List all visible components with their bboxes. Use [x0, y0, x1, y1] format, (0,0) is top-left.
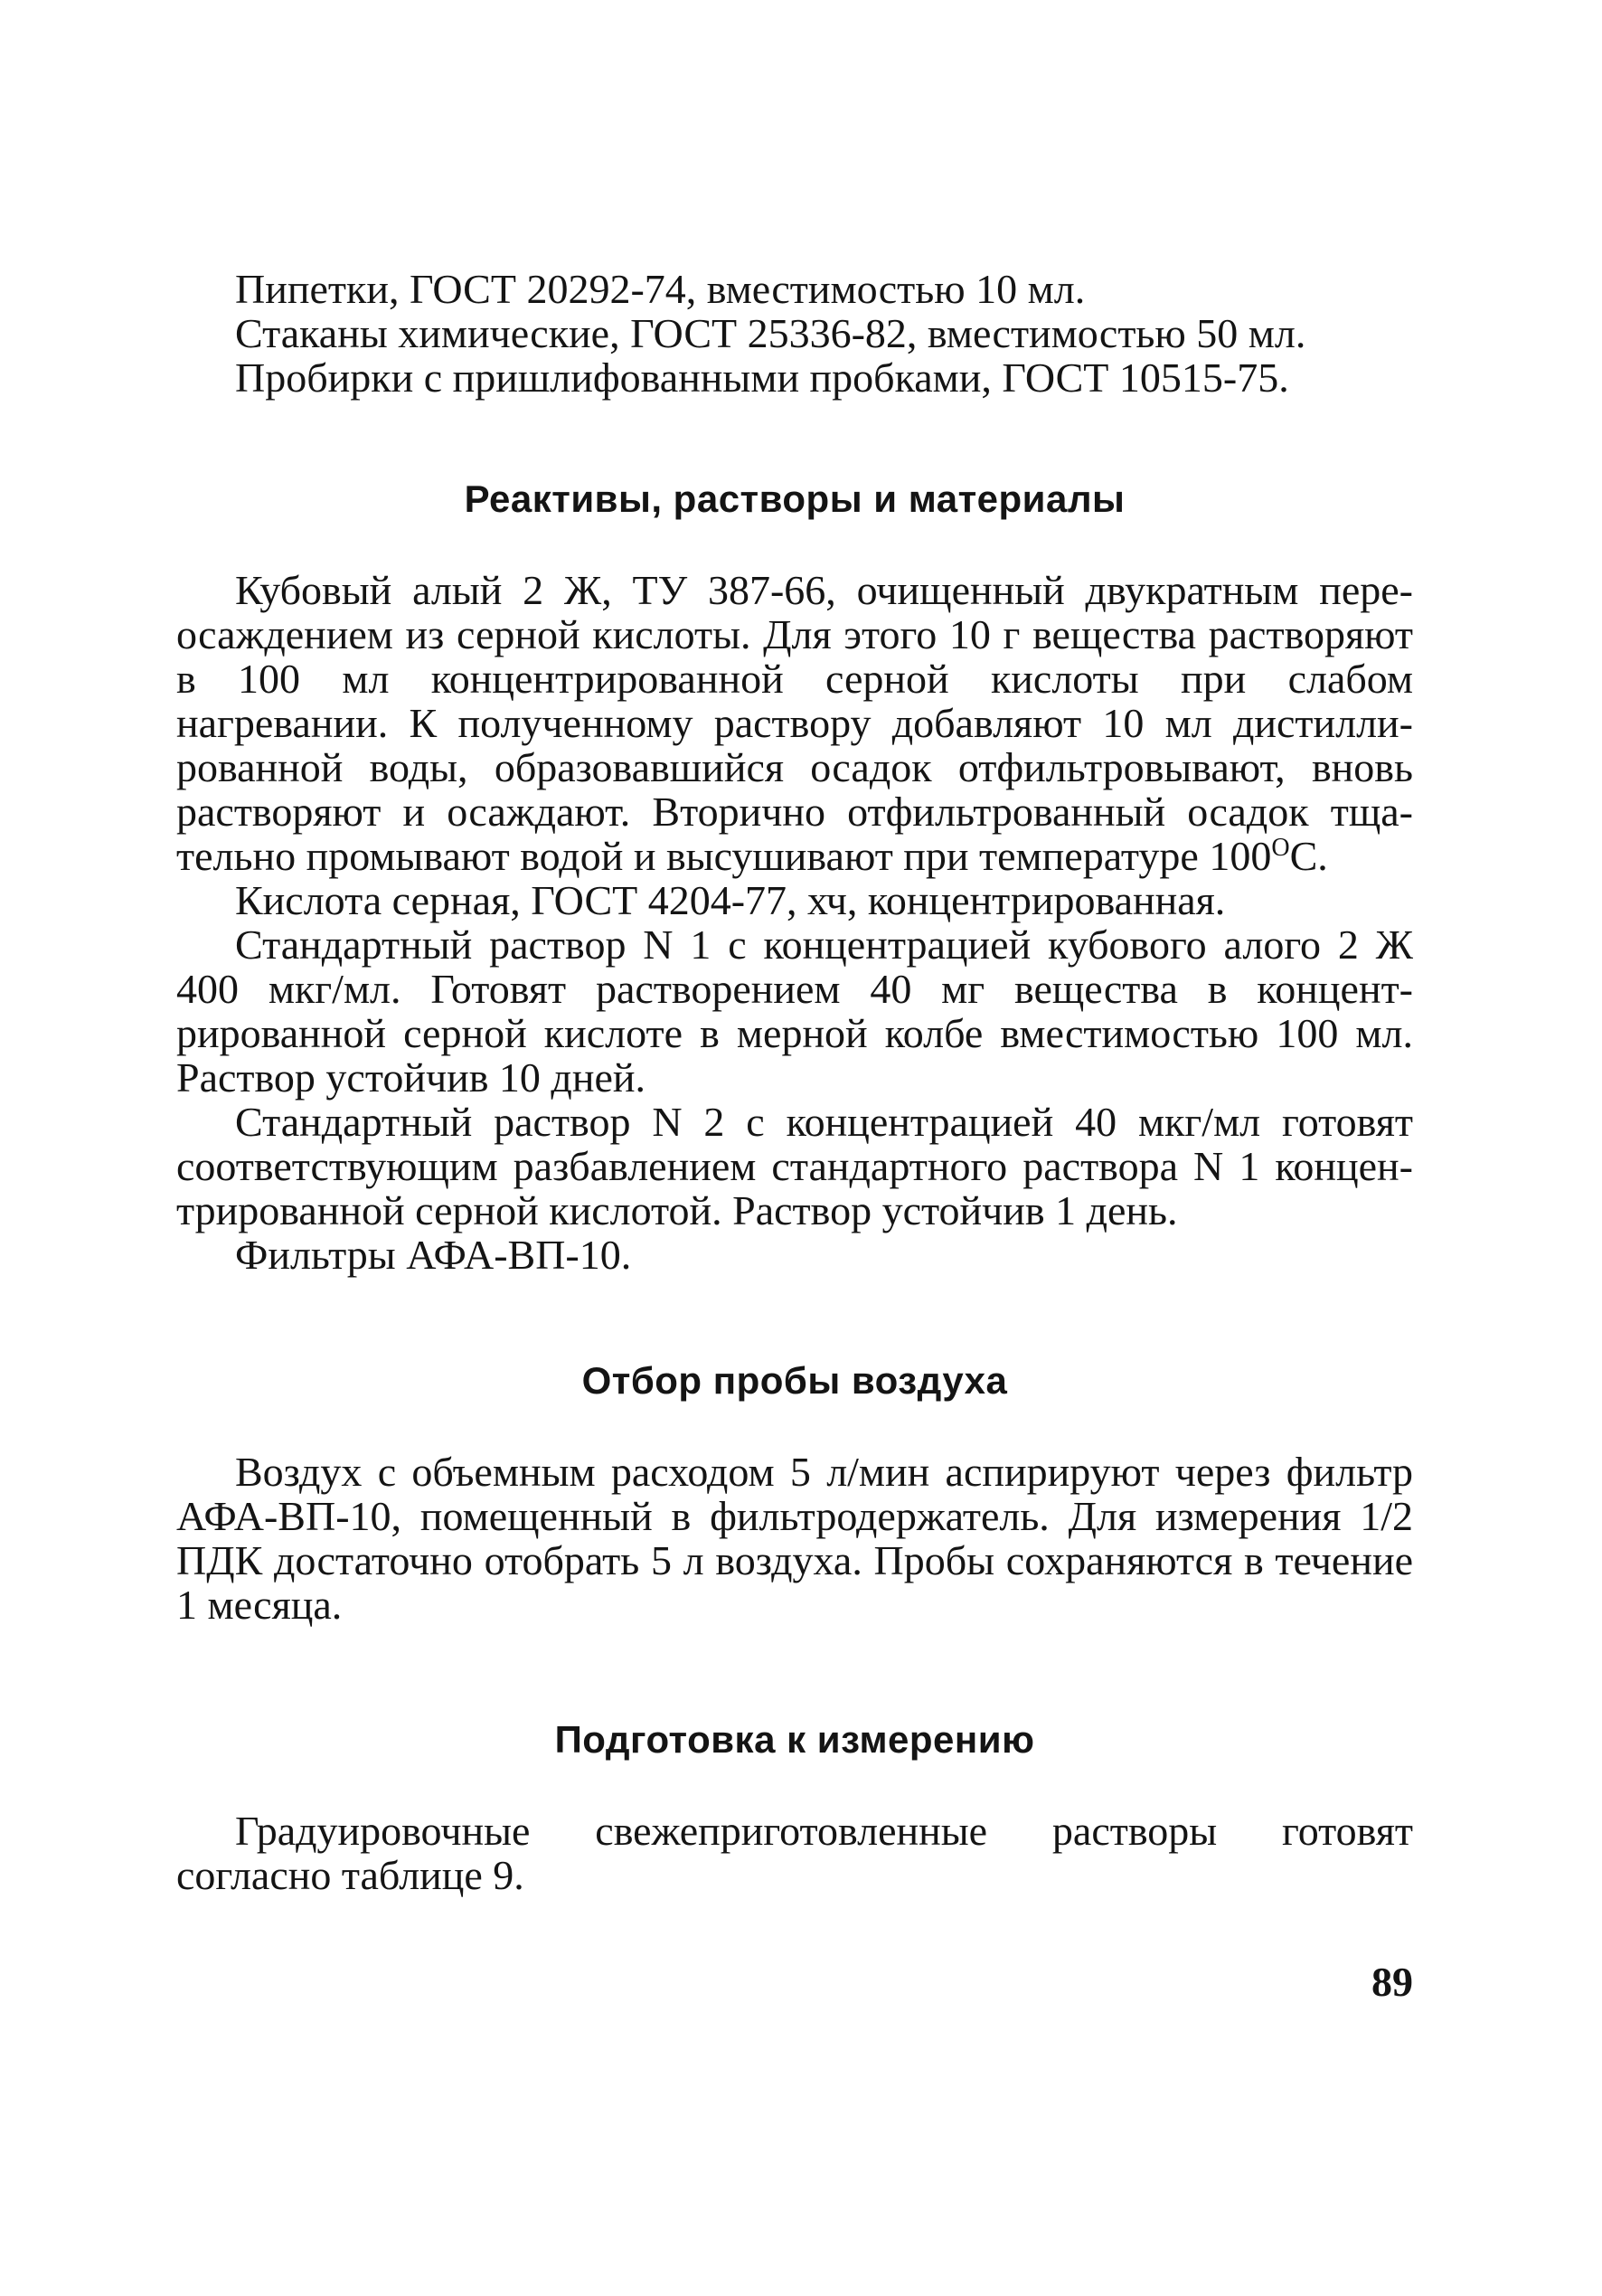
- section-heading-reagents: Реактивы, растворы и материалы: [464, 477, 1126, 520]
- reagent-dye-text: Кубовый алый 2 Ж, ТУ 387-66, очищенный двукратным переосаждением из серной кислоты. Для этого 10 г вещества растворяют в 100 мл концентрированной серной кислоты при слабом нагревании. К полученному раствору добавляют 10 мл дистиллированной воды, образовавшийся осадок отфильтровывают, вновь растворяют и осаждают. Вторично отфильтрованный осадок тщательно промывают водой и высушивают при температуре 100: [176, 567, 1413, 879]
- section-body-sampling: [176, 1450, 1413, 1627]
- reagent-paragraph-standard-1: Стандартный раствор N 1 с концентрацией кубового алого 2 Ж 400 мкг/мл. Готовят растворением 40 мг вещества в концентрированной серной кислоте в мерной колбе вместимостью 100 мл. Раствор устойчив 10 дней.: [176, 921, 1413, 1101]
- section-body-preparation: [176, 1809, 1413, 1897]
- equipment-list: [176, 267, 1413, 400]
- section-heading-preparation: Подготовка к измерению: [554, 1718, 1035, 1761]
- reagent-paragraph-standard-2: Стандартный раствор N 2 с концентрацией 40 мкг/мл готовят соответствующим разбавлением стандартного раствора N 1 концентрированной серной кислотой. Раствор устойчив 1 день.: [176, 1099, 1413, 1233]
- section-body-reagents: [176, 568, 1413, 1277]
- document-page: [176, 267, 1413, 1897]
- equipment-item-pipettes: Пипетки, ГОСТ 20292-74, вместимостью 10 мл.: [235, 266, 1086, 312]
- equipment-item-test-tubes: Пробирки с пришлифованными пробками, ГОСТ 10515-75.: [235, 354, 1289, 401]
- section-heading-sampling: Отбор пробы воздуха: [581, 1359, 1008, 1402]
- preparation-paragraph: Градуировочные свежеприготовленные растворы готовят согласно таблице 9.: [176, 1808, 1413, 1898]
- reagent-paragraph-acid: Кислота серная, ГОСТ 4204-77, хч, концентрированная.: [235, 877, 1226, 923]
- reagent-paragraph-filters: Фильтры АФА-ВП-10.: [235, 1232, 632, 1278]
- equipment-item-beakers: Стаканы химические, ГОСТ 25336-82, вместимостью 50 мл.: [235, 310, 1306, 356]
- reagent-paragraph-dye: [176, 568, 1413, 878]
- reagent-dye-text-end: С.: [1289, 833, 1328, 879]
- page-number: 89: [1371, 1959, 1413, 2005]
- sampling-paragraph: Воздух с объемным расходом 5 л/мин аспирируют через фильтр АФА-ВП-10, помещенный в фильтродержатель. Для измерения 1/2 ПДК достаточно отобрать 5 л воздуха. Пробы сохраняются в течение 1 месяца.: [176, 1449, 1413, 1628]
- degree-superscript: О: [1271, 834, 1290, 862]
